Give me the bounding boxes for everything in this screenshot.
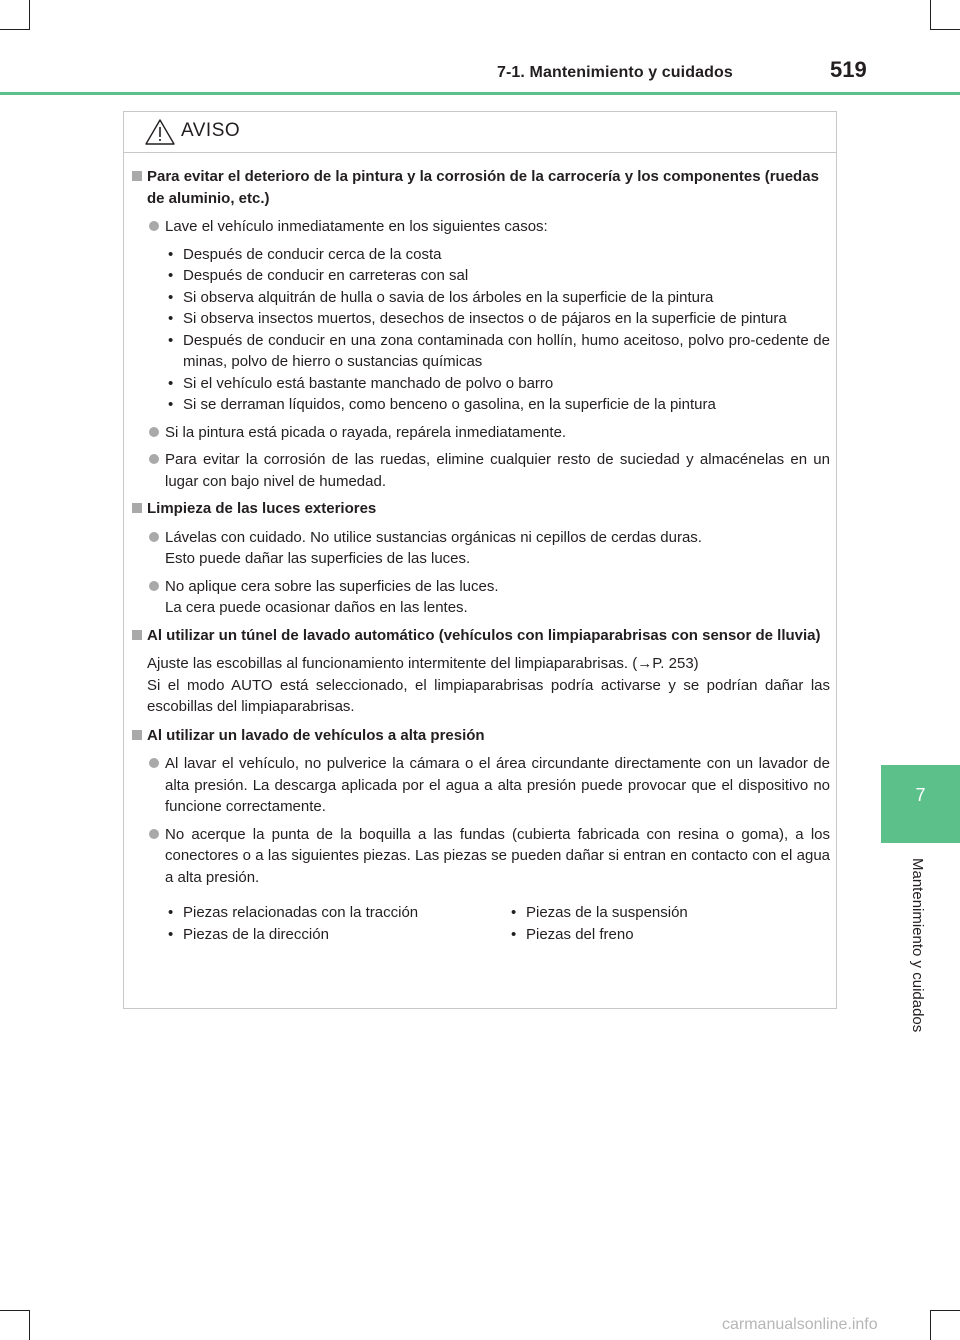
parts-column-left	[132, 902, 475, 945]
list-item: No acerque la punta de la boquilla a las fundas (cubierta fabricada con resina o goma), a los conectores o a las siguientes piezas. Las piezas se pueden dañar si entran en contacto con el agua a alta presión.	[132, 824, 830, 889]
circle-bullet-icon	[149, 581, 159, 591]
list-item: No aplique cera sobre las superficies de las luces. La cera puede ocasionar daños en las lentes.	[132, 576, 830, 619]
list-item: Para evitar la corrosión de las ruedas, elimine cualquier resto de suciedad y almacénelas en un lugar con bajo nivel de humedad.	[132, 449, 830, 492]
sub-list	[132, 244, 830, 416]
chapter-label: Mantenimiento y cuidados	[909, 858, 926, 1033]
sub-list-item: • Después de conducir en carreteras con sal	[168, 267, 469, 284]
square-bullet-icon	[132, 171, 142, 181]
warning-content	[132, 166, 830, 945]
warning-header	[124, 112, 836, 153]
section-heading: Limpieza de las luces exteriores	[132, 498, 830, 520]
circle-bullet-icon	[149, 829, 159, 839]
crop-mark	[930, 0, 931, 30]
square-bullet-icon	[132, 503, 142, 513]
sub-list-item: • Piezas de la suspensión	[511, 904, 688, 921]
watermark: carmanualsonline.info	[722, 1316, 878, 1333]
circle-bullet-icon	[149, 454, 159, 464]
chapter-tab	[881, 765, 960, 843]
list-item: Lávelas con cuidado. No utilice sustancias orgánicas ni cepillos de cerdas duras. Esto puede dañar las superficies de las luces.	[132, 527, 830, 570]
parts-list	[132, 902, 830, 945]
section-header: 7-1. Mantenimiento y cuidados	[497, 64, 733, 81]
circle-bullet-icon	[149, 758, 159, 768]
sub-list-item: • Si se derraman líquidos, como benceno o gasolina, en la superficie de la pintura	[168, 396, 716, 413]
page-number: 519	[830, 57, 867, 82]
paragraph: Ajuste las escobillas al funcionamiento intermitente del limpiaparabrisas. (→P. 253) Si el modo AUTO está seleccionado, el limpiaparabrisas podría activarse y se podrían dañar las escobillas del limpiaparabrisas.	[147, 655, 830, 715]
crop-mark	[930, 29, 960, 30]
circle-bullet-icon	[149, 427, 159, 437]
crop-mark	[930, 1310, 931, 1340]
chapter-number: 7	[915, 785, 926, 805]
circle-bullet-icon	[149, 221, 159, 231]
section-heading: Para evitar el deterioro de la pintura y la corrosión de la carrocería y los componentes (ruedas de aluminio, etc.)	[132, 166, 830, 209]
sub-list-item: • Piezas relacionadas con la tracción	[168, 904, 419, 921]
crop-mark	[29, 0, 30, 30]
list-item: Al lavar el vehículo, no pulverice la cámara o el área circundante directamente con un lavador de alta presión. La descarga aplicada por el agua a alta presión puede provocar que el dispositivo no funcione correctamente.	[132, 753, 830, 818]
list-item: Lave el vehículo inmediatamente en los siguientes casos:	[132, 216, 830, 238]
sub-list-item: • Después de conducir en una zona contaminada con hollín, humo aceitoso, polvo pro-cedente de minas, polvo de hierro o sustancias químicas	[168, 331, 830, 370]
header-rule	[0, 92, 960, 95]
warning-triangle-icon	[144, 118, 176, 146]
sub-list-item: • Piezas de la dirección	[168, 925, 329, 943]
sub-list-item: • Después de conducir cerca de la costa	[168, 245, 442, 263]
section-heading: Al utilizar un lavado de vehículos a alta presión	[132, 725, 830, 747]
crop-mark	[930, 1310, 960, 1311]
sub-list-item: • Si el vehículo está bastante manchado de polvo o barro	[168, 374, 554, 392]
crop-mark	[0, 29, 30, 30]
parts-column-right	[475, 902, 818, 945]
section-heading: Al utilizar un túnel de lavado automático (vehículos con limpiaparabrisas con sensor de lluvia)	[132, 625, 830, 647]
crop-mark	[29, 1310, 30, 1340]
square-bullet-icon	[132, 630, 142, 640]
sub-list-item: • Si observa insectos muertos, desechos de insectos o de pájaros en la superficie de pintura	[168, 310, 787, 327]
square-bullet-icon	[132, 730, 142, 740]
list-item: Si la pintura está picada o rayada, repárela inmediatamente.	[132, 422, 830, 444]
crop-mark	[0, 1310, 30, 1311]
circle-bullet-icon	[149, 532, 159, 542]
warning-title: AVISO	[181, 120, 241, 141]
sub-list-item: • Piezas del freno	[511, 925, 634, 943]
sub-list-item: • Si observa alquitrán de hulla o savia de los árboles en la superficie de la pintura	[168, 288, 714, 306]
